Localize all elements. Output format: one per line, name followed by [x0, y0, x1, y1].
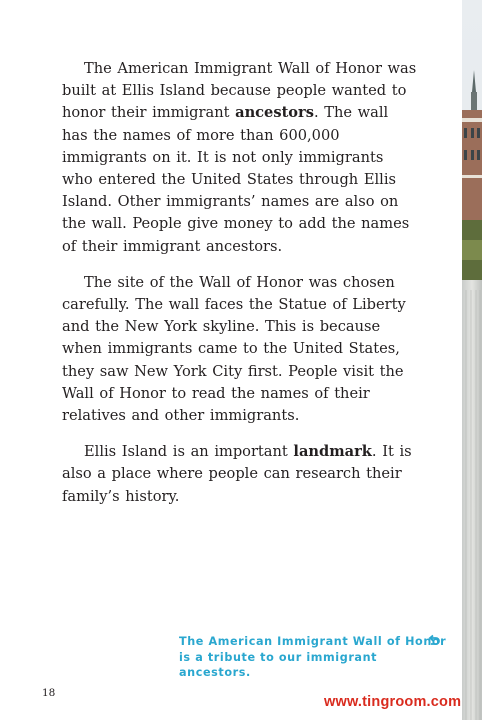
- paragraph-1-part-3: . The wall has the names of more than 600,000 immigrants on it. It is not only immigrants who entered the United States through Ellis Island. Other immigrants’ names are also on the wall. People give money to add the names of their immigrant ancestors.: [62, 104, 410, 255]
- term-landmark: landmark: [293, 443, 372, 461]
- term-ancestors: ancestors: [235, 104, 314, 122]
- paragraph-1-part-1: The American Immigrant Wall of Honor was built at Ellis Island because people wanted to honor their immigrant: [62, 60, 417, 122]
- photo-caption: [179, 634, 447, 681]
- body-text: [62, 58, 417, 522]
- caption-line-2: is a tribute to our immigrant ancestors.: [179, 650, 378, 679]
- building-photo-icon: [462, 0, 482, 720]
- watermark: www.tingroom.com: [324, 694, 462, 710]
- caption-line-1: The American Immigrant Wall of Honor: [179, 635, 447, 648]
- paragraph-1: [62, 58, 417, 258]
- paragraph-3: [62, 441, 417, 508]
- paragraph-3-part-1: Ellis Island is an important: [84, 443, 294, 461]
- page-number: 18: [42, 687, 56, 699]
- paragraph-2: [62, 272, 417, 427]
- paragraph-2-part-1: The site of the Wall of Honor was chosen carefully. The wall faces the Statue of Liberty and the New York skyline. This is because when immigrants came to the United States, they saw New York City first. People visit the Wall of Honor to read the names of their relatives and other immigrants.: [62, 273, 406, 425]
- curved-arrow-icon: [428, 634, 440, 648]
- paragraph-3-part-3: . It is also a place where people can research their family’s history.: [62, 443, 412, 505]
